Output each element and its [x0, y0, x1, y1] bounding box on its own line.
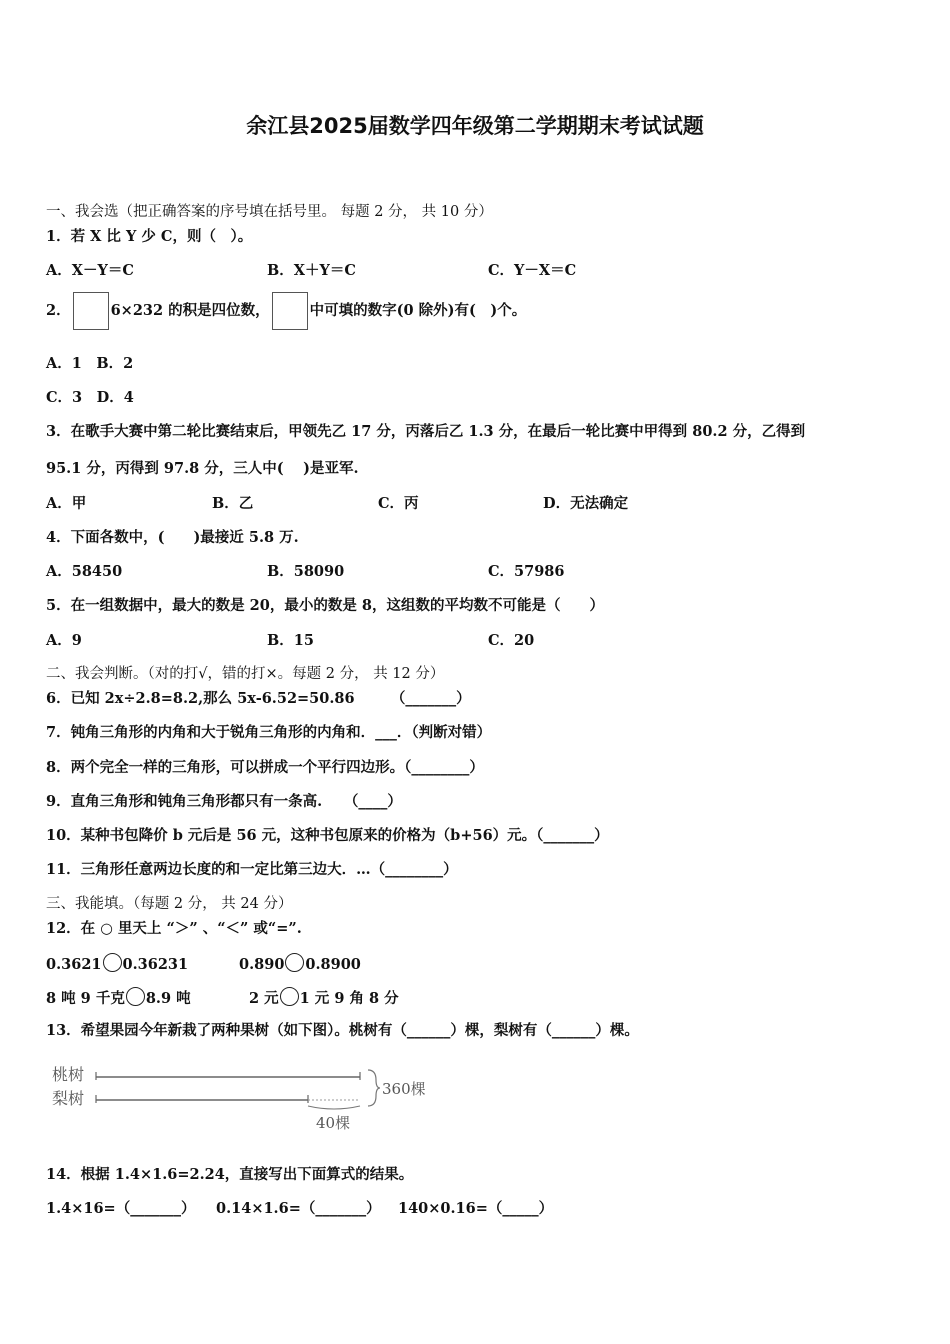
section-3-header: 三、我能填。（每题 2 分， 共 24 分） — [46, 896, 293, 912]
q4-option-c: C．57986 — [488, 563, 565, 580]
q12-compare-3-left: 8 吨 9 千克 — [46, 990, 125, 1007]
q14-expression-2: 0.14×1.6=（_______） — [216, 1200, 381, 1217]
q12-compare-2-left: 0.890 — [239, 956, 285, 973]
q5-option-c: C．20 — [488, 632, 535, 649]
q8-text: 8．两个完全一样的三角形，可以拼成一个平行四边形。（________） — [46, 759, 484, 776]
diagram-label-peach: 桃树 — [52, 1065, 85, 1084]
q2-options-ab: A．1 B．2 — [46, 355, 134, 372]
page-title: 余江县2025届数学四年级第二学期期末考试试题 — [246, 114, 704, 138]
q3-option-a: A．甲 — [46, 495, 87, 512]
q1-option-a: A．X－Y＝C — [46, 262, 134, 279]
q3-option-d: D．无法确定 — [543, 495, 629, 512]
q12-compare-2 — [239, 953, 361, 975]
q14-expression-3: 140×0.16=（_____） — [398, 1200, 554, 1217]
diagram-total-label: 360棵 — [382, 1080, 426, 1098]
q2-stem — [46, 292, 526, 330]
section-1-header: 一、我会选（把正确答案的序号填在括号里。 每题 2 分， 共 10 分） — [46, 204, 493, 220]
q7-text: 7．钝角三角形的内角和大于锐角三角形的内角和．___．（判断对错） — [46, 724, 492, 741]
q12-compare-3-right: 8.9 吨 — [145, 990, 191, 1007]
q2-blank-box-1 — [73, 292, 109, 330]
q1-option-c: C．Y－X＝C — [488, 262, 577, 279]
diagram-label-pear: 梨树 — [52, 1089, 85, 1108]
q5-option-b: B．15 — [267, 632, 314, 649]
q4-option-b: B．58090 — [267, 563, 345, 580]
section-2-header: 二、我会判断。（对的打√，错的打×。每题 2 分， 共 12 分） — [46, 666, 445, 682]
q4-option-a: A．58450 — [46, 563, 123, 580]
q5-option-a: A．9 — [46, 632, 82, 649]
q12-compare-3 — [46, 987, 191, 1009]
q5-stem: 5．在一组数据中，最大的数是 20，最小的数是 8，这组数的平均数不可能是（ ） — [46, 597, 604, 614]
compare-circle — [285, 953, 304, 972]
q13-tree-diagram — [46, 1058, 446, 1138]
q13-stem: 13．希望果园今年新栽了两种果树（如下图）。桃树有（______）棵，梨树有（______）棵。 — [46, 1022, 639, 1039]
q2-number: 2． — [46, 302, 71, 319]
q1-option-b: B．X＋Y＝C — [267, 262, 356, 279]
compare-circle — [126, 987, 145, 1006]
q12-compare-1 — [46, 953, 188, 975]
q2-options-cd: C．3 D．4 — [46, 389, 134, 406]
compare-circle — [103, 953, 122, 972]
q4-stem: 4．下面各数中，( )最接近 5.8 万. — [46, 529, 299, 546]
q2-blank-box-2 — [272, 292, 308, 330]
q10-text: 10．某种书包降价 b 元后是 56 元，这种书包原来的价格为（b+56）元。（_______） — [46, 827, 609, 844]
q12-compare-2-right: 0.8900 — [305, 956, 361, 973]
q12-compare-4-right: 1 元 9 角 8 分 — [299, 990, 399, 1007]
q12-stem: 12．在 ○ 里天上 “＞” 、“＜” 或“=”. — [46, 920, 302, 937]
compare-circle — [280, 987, 299, 1006]
q12-compare-4 — [249, 987, 399, 1009]
q12-compare-1-right: 0.36231 — [122, 956, 189, 973]
q3-option-c: C．丙 — [378, 495, 419, 512]
total-brace — [368, 1070, 380, 1106]
diagram-difference-label: 40棵 — [316, 1114, 351, 1132]
q9-text: 9．直角三角形和钝角三角形都只有一条高. （____） — [46, 793, 402, 810]
q2-middle-text: 6×232 的积是四位数， — [110, 302, 270, 319]
q2-end-text: 中可填的数字(0 除外)有( )个。 — [309, 302, 527, 319]
q3-stem-line-1: 3．在歌手大赛中第二轮比赛结束后，甲领先乙 17 分，丙落后乙 1.3 分，在最后一轮比赛中甲得到 80.2 分，乙得到 — [46, 423, 806, 440]
q12-compare-4-left: 2 元 — [249, 990, 279, 1007]
q3-stem-line-2: 95.1 分，丙得到 97.8 分，三人中( )是亚军. — [46, 460, 359, 477]
q11-text: 11．三角形任意两边长度的和一定比第三边大．…（________） — [46, 861, 458, 878]
q6-text: 6．已知 2x÷2.8=8.2,那么 5x-6.52=50.86 （_______） — [46, 690, 471, 707]
q14-stem: 14．根据 1.4×1.6=2.24，直接写出下面算式的结果。 — [46, 1166, 414, 1183]
q14-expression-1: 1.4×16=（_______） — [46, 1200, 196, 1217]
q12-compare-1-left: 0.3621 — [46, 956, 102, 973]
q1-stem: 1．若 X 比 Y 少 C，则（ ）。 — [46, 228, 253, 245]
q3-option-b: B．乙 — [212, 495, 254, 512]
difference-brace — [308, 1106, 360, 1109]
